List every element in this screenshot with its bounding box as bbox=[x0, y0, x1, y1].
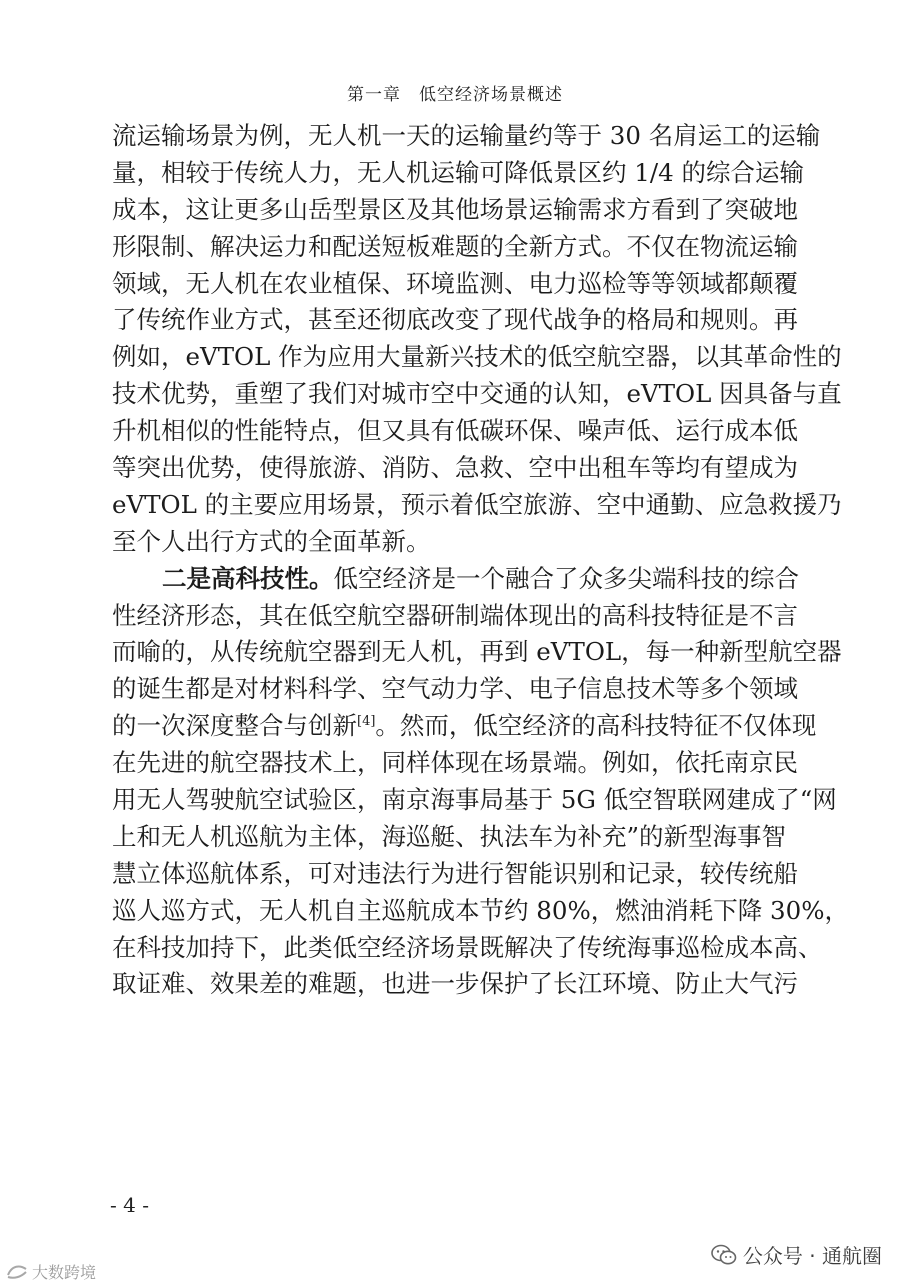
text-line: 等突出优势，使得旅游、消防、急救、空中出租车等均有望成为 bbox=[112, 453, 798, 483]
paragraph-lead: 二是高科技性。 bbox=[162, 563, 334, 593]
text-line: 取证难、效果差的难题，也进一步保护了长江环境、防止大气污 bbox=[112, 969, 798, 999]
text-span: 。然而，低空经济的高科技特征不仅体现 bbox=[375, 711, 817, 741]
watermark-wechat bbox=[711, 1240, 882, 1269]
watermark-left-text: 大数跨境 bbox=[32, 1263, 97, 1282]
text-span: 的一次深度整合与创新 bbox=[112, 711, 357, 741]
watermark-text: 公众号 · 通航圈 bbox=[742, 1244, 882, 1268]
page-number: - 4 - bbox=[110, 1193, 149, 1217]
chapter-title: 低空经济场景概述 bbox=[419, 85, 563, 105]
text-line: 至个人出行方式的全面革新。 bbox=[112, 526, 431, 556]
text-line: 而喻的，从传统航空器到无人机，再到 eVTOL，每一种新型航空器 bbox=[112, 637, 842, 667]
text-line: 了传统作业方式，甚至还彻底改变了现代战争的格局和规则。再 bbox=[112, 305, 798, 335]
wechat-icon bbox=[711, 1244, 737, 1266]
text-line: 在先进的航空器技术上，同样体现在场景端。例如，依托南京民 bbox=[112, 748, 798, 778]
text-line: 例如，eVTOL 作为应用大量新兴技术的低空航空器，以其革命性的 bbox=[112, 342, 842, 372]
citation-line bbox=[112, 708, 817, 745]
text-span: 低空经济是一个融合了众多尖端科技的综合 bbox=[333, 563, 799, 593]
running-header bbox=[0, 80, 910, 105]
text-line: 慧立体巡航体系，可对违法行为进行智能识别和记录，较传统船 bbox=[112, 858, 798, 888]
citation-ref: [4] bbox=[357, 714, 376, 730]
text-line: 性经济形态，其在低空航空器研制端体现出的高科技特征是不言 bbox=[112, 600, 798, 630]
chapter-label: 第一章 bbox=[347, 85, 401, 105]
text-line: 领域，无人机在农业植保、环境监测、电力巡检等等领域都颠覆 bbox=[112, 268, 798, 298]
text-line: 的诞生都是对材料科学、空气动力学、电子信息技术等多个领域 bbox=[112, 674, 798, 704]
text-line: 成本，这让更多山岳型景区及其他场景运输需求方看到了突破地 bbox=[112, 194, 798, 224]
text-line: 流运输场景为例，无人机一天的运输量约等于 30 名肩运工的运输 bbox=[112, 121, 821, 150]
text-line: 技术优势，重塑了我们对城市空中交通的认知，eVTOL 因具备与直 bbox=[112, 379, 842, 409]
body-text bbox=[112, 118, 849, 1003]
text-line: 上和无人机巡航为主体，海巡艇、执法车为补充”的新型海事智 bbox=[112, 821, 787, 851]
text-line: 升机相似的性能特点，但又具有低碳环保、噪声低、运行成本低 bbox=[112, 416, 798, 446]
text-line: 在科技加持下，此类低空经济场景既解决了传统海事巡检成本高、 bbox=[112, 932, 823, 962]
text-line: 用无人驾驶航空试验区，南京海事局基于 5G 低空智联网建成了“网 bbox=[112, 785, 837, 815]
paragraph-two-first-line bbox=[112, 561, 802, 598]
text-line: 量，相较于传统人力，无人机运输可降低景区约 1/4 的综合运输 bbox=[112, 157, 805, 187]
logo-icon bbox=[6, 1263, 28, 1281]
text-line: 形限制、解决运力和配送短板难题的全新方式。不仅在物流运输 bbox=[112, 231, 798, 261]
watermark-logo bbox=[6, 1260, 96, 1283]
text-line: 巡人巡方式，无人机自主巡航成本节约 80%，燃油消耗下降 30%， bbox=[112, 895, 849, 925]
text-line: eVTOL 的主要应用场景，预示着低空旅游、空中通勤、应急救援乃 bbox=[112, 489, 842, 519]
